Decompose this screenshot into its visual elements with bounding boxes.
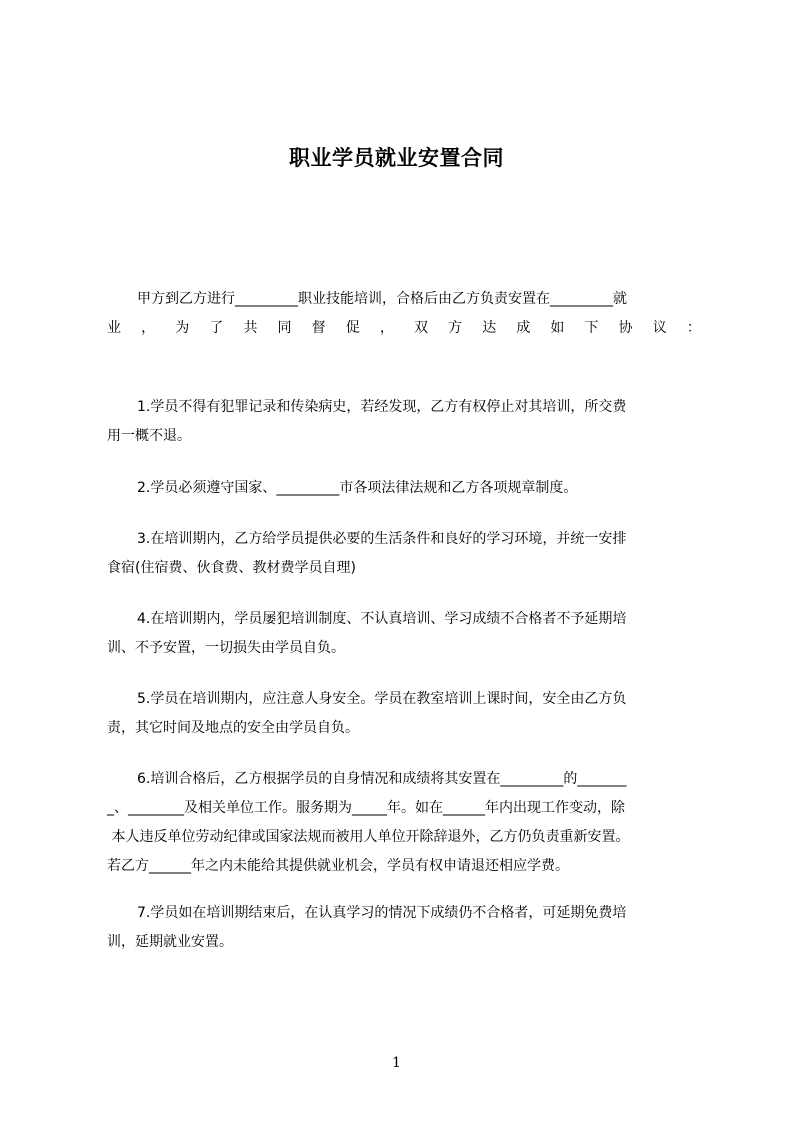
clause-line: 训、不予安置，一切损失由学员自负。 <box>107 640 345 656</box>
clause-line: 3.在培训期内，乙方给学员提供必要的生活条件和良好的学习环境，并统一安排 <box>137 531 627 547</box>
intro-line-1: 甲方到乙方进行_________职业技能培训，合格后由乙方负责安置在_________就 <box>137 291 627 307</box>
intro-char: 了 <box>209 320 224 336</box>
intro-paragraph <box>107 285 701 343</box>
clause-line: 若乙方______年之内未能给其提供就业机会，学员有权申请退还相应学费。 <box>107 858 569 874</box>
clause-line: 用一概不退。 <box>107 428 191 444</box>
intro-char: 同 <box>277 320 292 336</box>
clause-line: 2.学员必须遵守国家、_________市各项法律法规和乙方各项规章制度。 <box>137 480 578 496</box>
intro-char: 促 <box>345 320 360 336</box>
clause-line: 4.在培训期内，学员屡犯培训制度、不认真培训、学习成绩不合格者不予延期培 <box>137 611 627 627</box>
intro-char: 方 <box>448 320 463 336</box>
clause-line: 食宿(住宿费、伙食费、教材费学员自理) <box>107 560 356 576</box>
intro-line-2 <box>107 314 701 343</box>
intro-char: 为 <box>175 320 190 336</box>
clause-line: 6.培训合格后，乙方根据学员的自身情况和成绩将其安置在_________的_______ <box>137 771 627 787</box>
intro-char: 双 <box>413 320 428 336</box>
intro-char: 如 <box>550 320 565 336</box>
clause-7 <box>107 899 701 957</box>
intro-char: 协 <box>618 320 633 336</box>
clause-1 <box>107 393 701 451</box>
clause-line: 5.学员在培训期内，应注意人身安全。学员在教室培训上课时间，安全由乙方负 <box>137 691 627 707</box>
clause-line: 责，其它时间及地点的安全由学员自负。 <box>107 720 359 736</box>
clause-line: 本人违反单位劳动纪律或国家法规而被用人单位开除辞退外，乙方仍负责重新安置。 <box>107 829 630 845</box>
clause-line: 训，延期就业安置。 <box>107 934 233 950</box>
intro-char: 成 <box>516 320 531 336</box>
intro-char: 下 <box>584 320 599 336</box>
intro-char: 共 <box>243 320 258 336</box>
intro-char: 议 <box>652 320 667 336</box>
clause-2 <box>107 474 701 503</box>
clause-line: 7.学员如在培训期结束后，在认真学习的情况下成绩仍不合格者，可延期免费培 <box>137 905 627 921</box>
clause-6 <box>107 765 701 881</box>
document-title: 职业学员就业安置合同 <box>289 146 504 170</box>
intro-char: 督 <box>311 320 326 336</box>
intro-char: ， <box>379 320 394 336</box>
clause-3 <box>107 525 701 583</box>
intro-char: ： <box>686 320 701 336</box>
intro-char: 达 <box>482 320 497 336</box>
clause-4 <box>107 605 701 663</box>
clause-5 <box>107 685 701 743</box>
intro-char: ， <box>141 320 156 336</box>
clause-line: 1.学员不得有犯罪记录和传染病史，若经发现，乙方有权停止对其培训，所交费 <box>137 399 627 415</box>
clause-line: _、________及相关单位工作。服务期为_____年。如在______年内出现工作变动，除 <box>107 800 625 816</box>
page-number: 1 <box>392 1055 401 1071</box>
intro-char: 业 <box>107 320 121 336</box>
